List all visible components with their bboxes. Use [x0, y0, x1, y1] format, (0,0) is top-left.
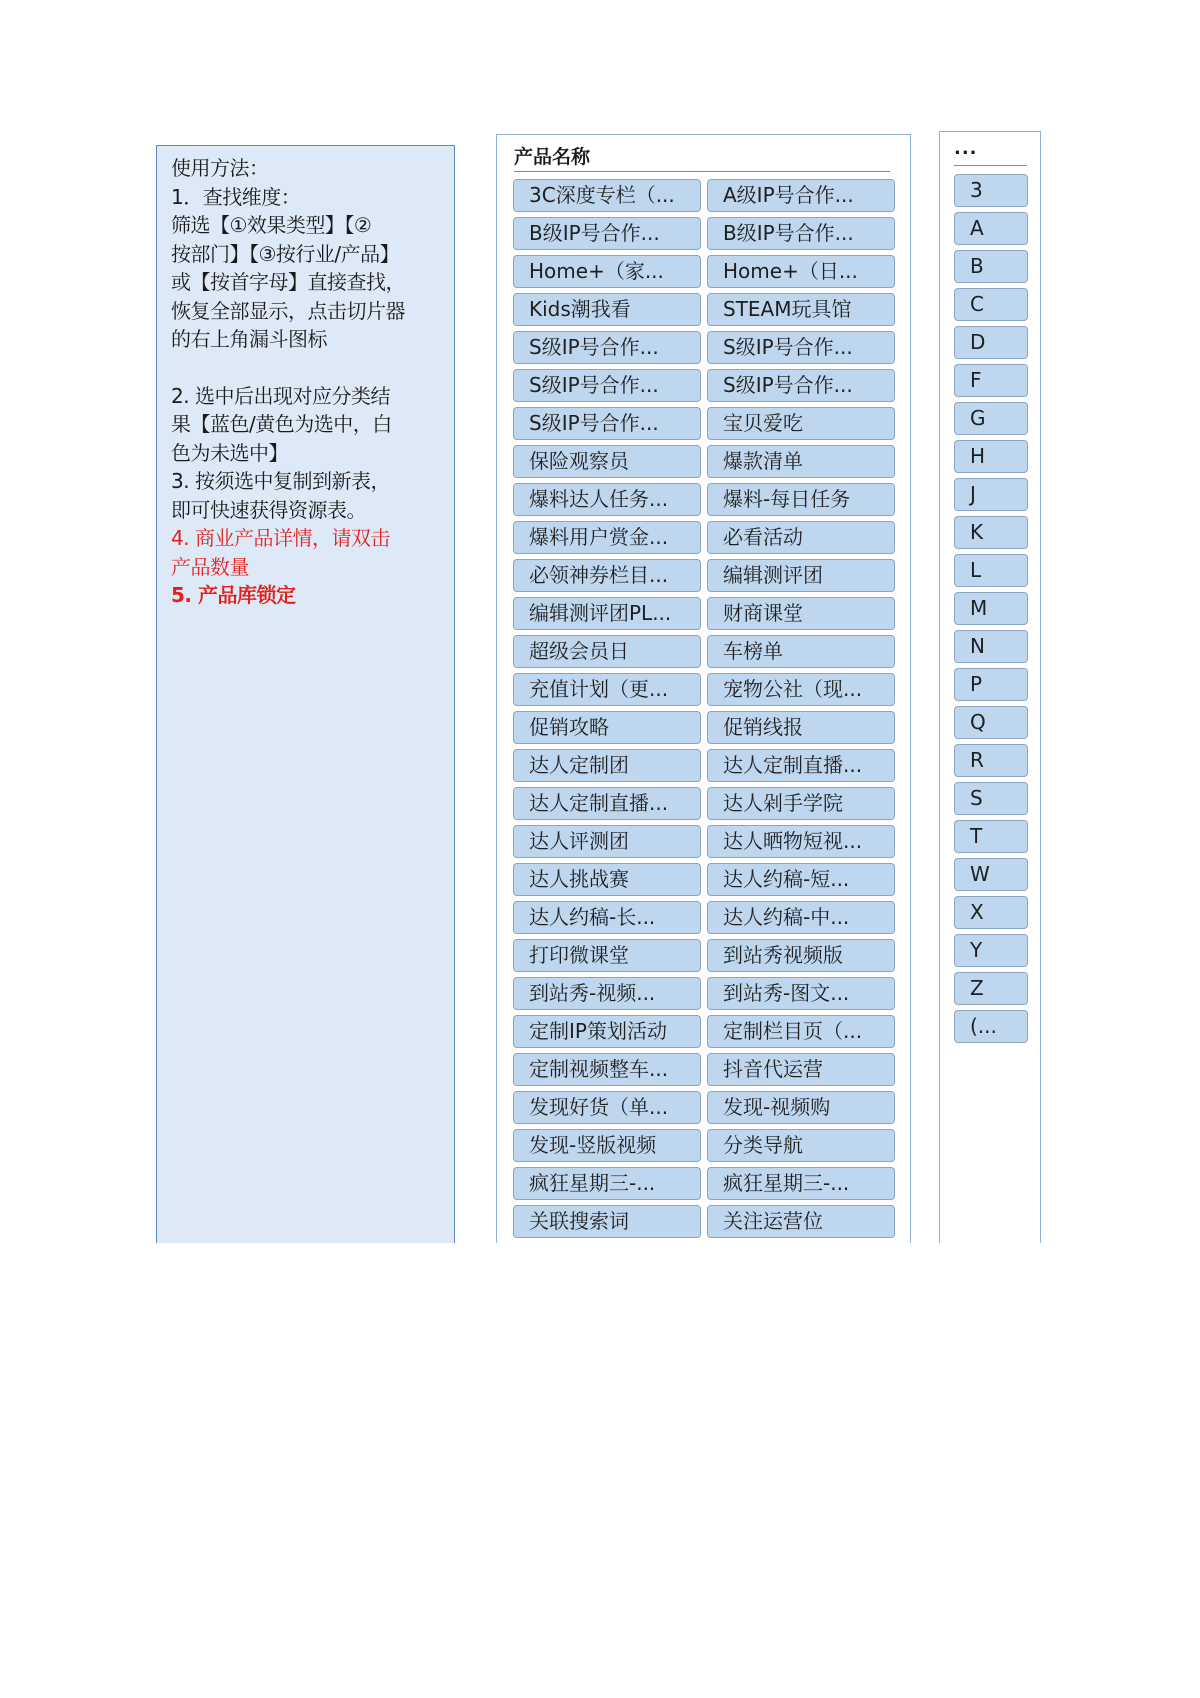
- product-slicer-item[interactable]: 超级会员日: [513, 635, 701, 668]
- letter-slicer-item[interactable]: H: [954, 440, 1028, 473]
- product-slicer-item[interactable]: B级IP号合作...: [707, 217, 895, 250]
- product-slicer-item[interactable]: 爆料用户赏金...: [513, 521, 701, 554]
- product-slicer-item[interactable]: 3C深度专栏（...: [513, 179, 701, 212]
- product-slicer-item[interactable]: 促销攻略: [513, 711, 701, 744]
- product-slicer-item[interactable]: 疯狂星期三-...: [707, 1167, 895, 1200]
- letter-slicer-item[interactable]: M: [954, 592, 1028, 625]
- instruction-line: 的右上角漏斗图标: [171, 327, 327, 351]
- letter-slicer-item[interactable]: Z: [954, 972, 1028, 1005]
- instruction-line: 产品数量: [171, 554, 249, 579]
- letter-slicer-item[interactable]: R: [954, 744, 1028, 777]
- product-slicer-item[interactable]: 达人挑战赛: [513, 863, 701, 896]
- product-slicer-item[interactable]: 达人定制团: [513, 749, 701, 782]
- product-slicer-item[interactable]: STEAM玩具馆: [707, 293, 895, 326]
- instructions-panel: [156, 145, 455, 1243]
- product-slicer-item[interactable]: Home+（日...: [707, 255, 895, 288]
- product-slicer-item[interactable]: 达人约稿-短...: [707, 863, 895, 896]
- product-slicer-item[interactable]: B级IP号合作...: [513, 217, 701, 250]
- letter-slicer-item[interactable]: J: [954, 478, 1028, 511]
- product-slicer-item[interactable]: 宝贝爱吃: [707, 407, 895, 440]
- instruction-line: 筛选【①效果类型】【②: [171, 213, 372, 237]
- product-slicer-item[interactable]: 达人约稿-中...: [707, 901, 895, 934]
- product-slicer-item[interactable]: 关联搜索词: [513, 1205, 701, 1238]
- product-slicer-item[interactable]: 到站秀-视频...: [513, 977, 701, 1010]
- instruction-spacer: [171, 354, 446, 382]
- letter-slicer-item[interactable]: B: [954, 250, 1028, 283]
- instruction-line: 1．查找维度：: [171, 184, 301, 209]
- product-slicer-title-divider: [514, 171, 890, 172]
- product-slicer-item[interactable]: 编辑测评团: [707, 559, 895, 592]
- product-slicer-item[interactable]: 达人定制直播...: [707, 749, 895, 782]
- instruction-line: 2. 选中后出现对应分类结: [171, 383, 390, 408]
- product-slicer-item[interactable]: 必看活动: [707, 521, 895, 554]
- product-slicer-item[interactable]: 达人评测团: [513, 825, 701, 858]
- product-slicer-item[interactable]: 达人剁手学院: [707, 787, 895, 820]
- instruction-line: 或【按首字母】直接查找，: [171, 270, 405, 294]
- product-slicer-item[interactable]: 分类导航: [707, 1129, 895, 1162]
- product-slicer-item[interactable]: 充值计划（更...: [513, 673, 701, 706]
- product-slicer-item[interactable]: 疯狂星期三-...: [513, 1167, 701, 1200]
- letter-slicer-item[interactable]: T: [954, 820, 1028, 853]
- letter-slicer-item[interactable]: P: [954, 668, 1028, 701]
- letter-slicer-item[interactable]: C: [954, 288, 1028, 321]
- letter-slicer-title-divider: [954, 165, 1027, 166]
- instruction-line: 5. 产品库锁定: [171, 583, 296, 607]
- letter-slicer-item[interactable]: F: [954, 364, 1028, 397]
- product-slicer-title: 产品名称: [514, 146, 591, 168]
- product-slicer-item[interactable]: 定制视频整车...: [513, 1053, 701, 1086]
- product-slicer-item[interactable]: S级IP号合作...: [513, 331, 701, 364]
- product-slicer-item[interactable]: 达人定制直播...: [513, 787, 701, 820]
- product-slicer-item[interactable]: 发现-竖版视频: [513, 1129, 701, 1162]
- instruction-line: 按部门】【③按行业/产品】: [171, 241, 400, 266]
- letter-slicer-items: [954, 174, 1028, 1043]
- product-slicer-item[interactable]: 达人晒物短视...: [707, 825, 895, 858]
- product-slicer-item[interactable]: Home+（家...: [513, 255, 701, 288]
- product-slicer-item[interactable]: 车榜单: [707, 635, 895, 668]
- product-slicer-item[interactable]: S级IP号合作...: [513, 407, 701, 440]
- letter-slicer-title: ...: [954, 138, 978, 159]
- product-slicer-item[interactable]: 爆款清单: [707, 445, 895, 478]
- product-slicer-item[interactable]: 宠物公社（现...: [707, 673, 895, 706]
- product-slicer-item[interactable]: 定制IP策划活动: [513, 1015, 701, 1048]
- product-slicer-item[interactable]: 必领神券栏目...: [513, 559, 701, 592]
- product-slicer-item[interactable]: 爆料达人任务...: [513, 483, 701, 516]
- instruction-line: 恢复全部显示，点击切片器: [171, 298, 405, 323]
- product-slicer-item[interactable]: 打印微课堂: [513, 939, 701, 972]
- instruction-line: 色为未选中】: [171, 440, 288, 465]
- product-slicer-item[interactable]: A级IP号合作...: [707, 179, 895, 212]
- instruction-line: 即可快速获得资源表。: [171, 497, 366, 522]
- product-slicer-item[interactable]: 发现-视频购: [707, 1091, 895, 1124]
- initial-letter-slicer: [939, 131, 1041, 1243]
- letter-slicer-item[interactable]: K: [954, 516, 1028, 549]
- product-slicer-item[interactable]: Kids潮我看: [513, 293, 701, 326]
- letter-slicer-item[interactable]: L: [954, 554, 1028, 587]
- product-slicer-item[interactable]: S级IP号合作...: [707, 369, 895, 402]
- product-slicer-items: [513, 179, 895, 1238]
- letter-slicer-item[interactable]: N: [954, 630, 1028, 663]
- product-slicer-item[interactable]: 保险观察员: [513, 445, 701, 478]
- product-slicer-item[interactable]: 到站秀-图文...: [707, 977, 895, 1010]
- letter-slicer-item[interactable]: X: [954, 896, 1028, 929]
- letter-slicer-item[interactable]: S: [954, 782, 1028, 815]
- product-slicer-item[interactable]: 编辑测评团PL...: [513, 597, 701, 630]
- instruction-line: 4. 商业产品详情，请双击: [171, 526, 390, 550]
- letter-slicer-item[interactable]: G: [954, 402, 1028, 435]
- product-slicer-item[interactable]: 到站秀视频版: [707, 939, 895, 972]
- product-slicer-item[interactable]: 爆料-每日任务: [707, 483, 895, 516]
- product-slicer-item[interactable]: 达人约稿-长...: [513, 901, 701, 934]
- instruction-line: 使用方法：: [171, 156, 269, 180]
- letter-slicer-item[interactable]: W: [954, 858, 1028, 891]
- product-slicer-item[interactable]: 抖音代运营: [707, 1053, 895, 1086]
- letter-slicer-item[interactable]: D: [954, 326, 1028, 359]
- letter-slicer-item[interactable]: Y: [954, 934, 1028, 967]
- product-name-slicer: [496, 134, 911, 1243]
- letter-slicer-item[interactable]: (...: [954, 1010, 1028, 1043]
- product-slicer-item[interactable]: 财商课堂: [707, 597, 895, 630]
- product-slicer-item[interactable]: 关注运营位: [707, 1205, 895, 1238]
- product-slicer-item[interactable]: S级IP号合作...: [513, 369, 701, 402]
- letter-slicer-item[interactable]: A: [954, 212, 1028, 245]
- letter-slicer-item[interactable]: Q: [954, 706, 1028, 739]
- letter-slicer-item[interactable]: 3: [954, 174, 1028, 207]
- instruction-line: 果【蓝色/黄色为选中，白: [171, 412, 392, 436]
- product-slicer-item[interactable]: 促销线报: [707, 711, 895, 744]
- product-slicer-item[interactable]: 发现好货（单...: [513, 1091, 701, 1124]
- instruction-line: 3. 按须选中复制到新表，: [171, 469, 390, 493]
- product-slicer-item[interactable]: 定制栏目页（...: [707, 1015, 895, 1048]
- product-slicer-item[interactable]: S级IP号合作...: [707, 331, 895, 364]
